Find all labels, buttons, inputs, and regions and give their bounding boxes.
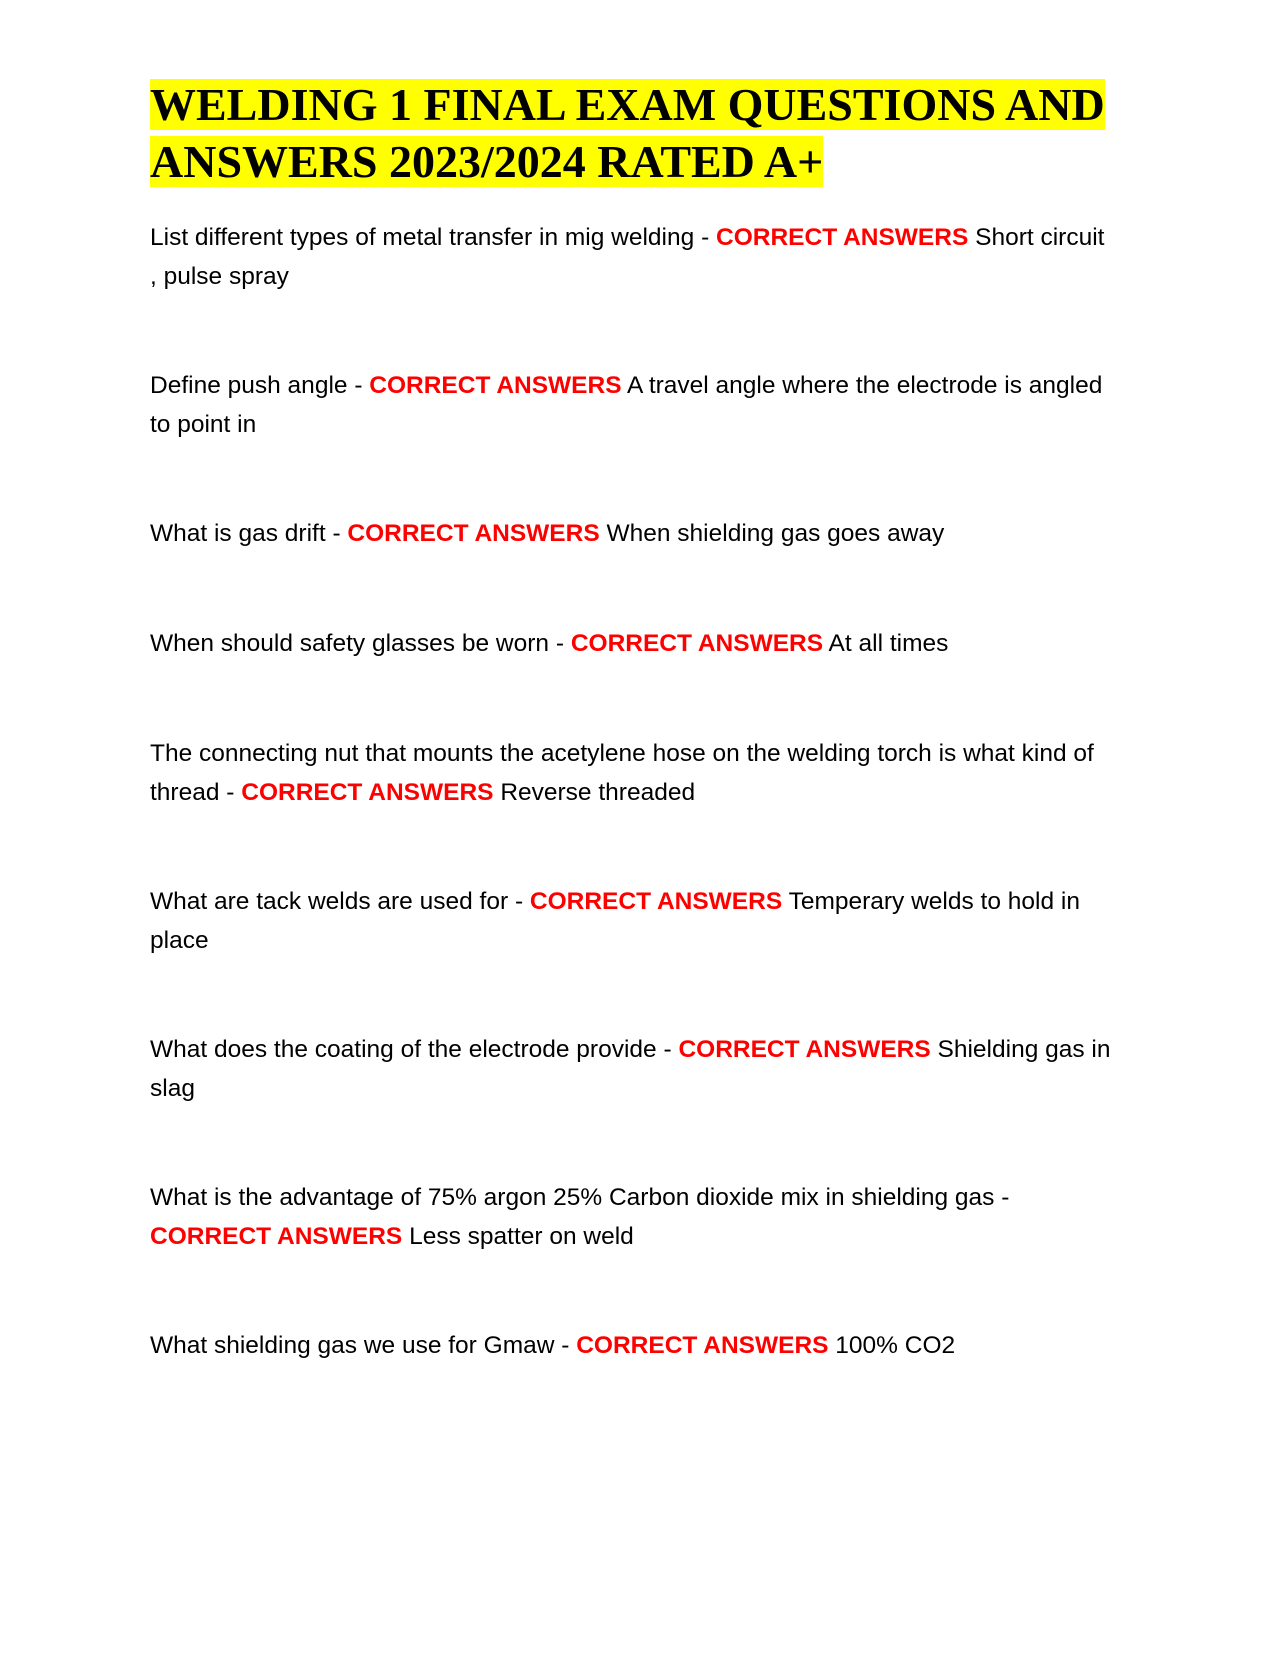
qa-item — [150, 1030, 1115, 1108]
question-text: Define push angle — [150, 372, 348, 399]
correct-answers-label: CORRECT ANSWERS — [716, 224, 969, 251]
question-text: The connecting nut that mounts the acetylene hose on the welding torch is what kind of thread — [150, 740, 1094, 806]
qa-item — [150, 514, 1115, 553]
separator: - — [694, 224, 717, 251]
correct-answers-label: CORRECT ANSWERS — [347, 520, 600, 547]
question-text: When should safety glasses be worn — [150, 630, 550, 657]
answer-text: Short circuit , pulse spray — [150, 224, 1105, 290]
answer-text: 100% CO2 — [835, 1332, 956, 1359]
separator: - — [347, 372, 370, 399]
correct-answers-label: CORRECT ANSWERS — [570, 630, 824, 657]
correct-answers-label: CORRECT ANSWERS — [150, 1223, 403, 1250]
answer-text: Less spatter on weld — [409, 1223, 634, 1250]
answer-text: Temperary welds to hold in place — [150, 888, 1080, 954]
separator: - — [656, 1036, 679, 1063]
qa-item — [150, 366, 1115, 444]
qa-item — [150, 882, 1115, 960]
correct-answers-label: CORRECT ANSWERS — [241, 779, 494, 806]
answer-text: At all times — [828, 630, 949, 657]
qa-item — [150, 1178, 1115, 1256]
answer-text: Reverse threaded — [500, 779, 696, 806]
title-highlight: WELDING 1 FINAL EXAM QUESTIONS AND ANSWERS 2023/2024 RATED A+ — [150, 79, 1105, 187]
question-text: What is gas drift — [150, 520, 326, 547]
qa-item — [150, 1326, 1115, 1365]
correct-answers-label: CORRECT ANSWERS — [678, 1036, 931, 1063]
separator: - — [994, 1184, 1010, 1211]
qa-item — [150, 218, 1115, 296]
separator: - — [554, 1332, 577, 1359]
qa-item — [150, 734, 1115, 812]
answer-text: A travel angle where the electrode is angled to point in — [150, 372, 1103, 438]
separator: - — [219, 779, 242, 806]
separator: - — [549, 630, 571, 657]
correct-answers-label: CORRECT ANSWERS — [369, 372, 622, 399]
separator: - — [325, 520, 348, 547]
question-text: What is the advantage of 75% argon 25% Carbon dioxide mix in shielding gas — [150, 1184, 995, 1211]
question-text: What shielding gas we use for Gmaw — [150, 1332, 555, 1359]
separator: - — [508, 888, 530, 915]
correct-answers-label: CORRECT ANSWERS — [529, 888, 783, 915]
answer-text: When shielding gas goes away — [606, 520, 945, 547]
question-text: List different types of metal transfer in mig welding — [150, 224, 695, 251]
answer-text: Shielding gas in slag — [150, 1036, 1111, 1102]
question-text: What does the coating of the electrode provide — [150, 1036, 657, 1063]
correct-answers-label: CORRECT ANSWERS — [576, 1332, 829, 1359]
question-text: What are tack welds are used for — [150, 888, 509, 915]
qa-item — [150, 624, 1115, 663]
document-title — [150, 76, 1110, 190]
